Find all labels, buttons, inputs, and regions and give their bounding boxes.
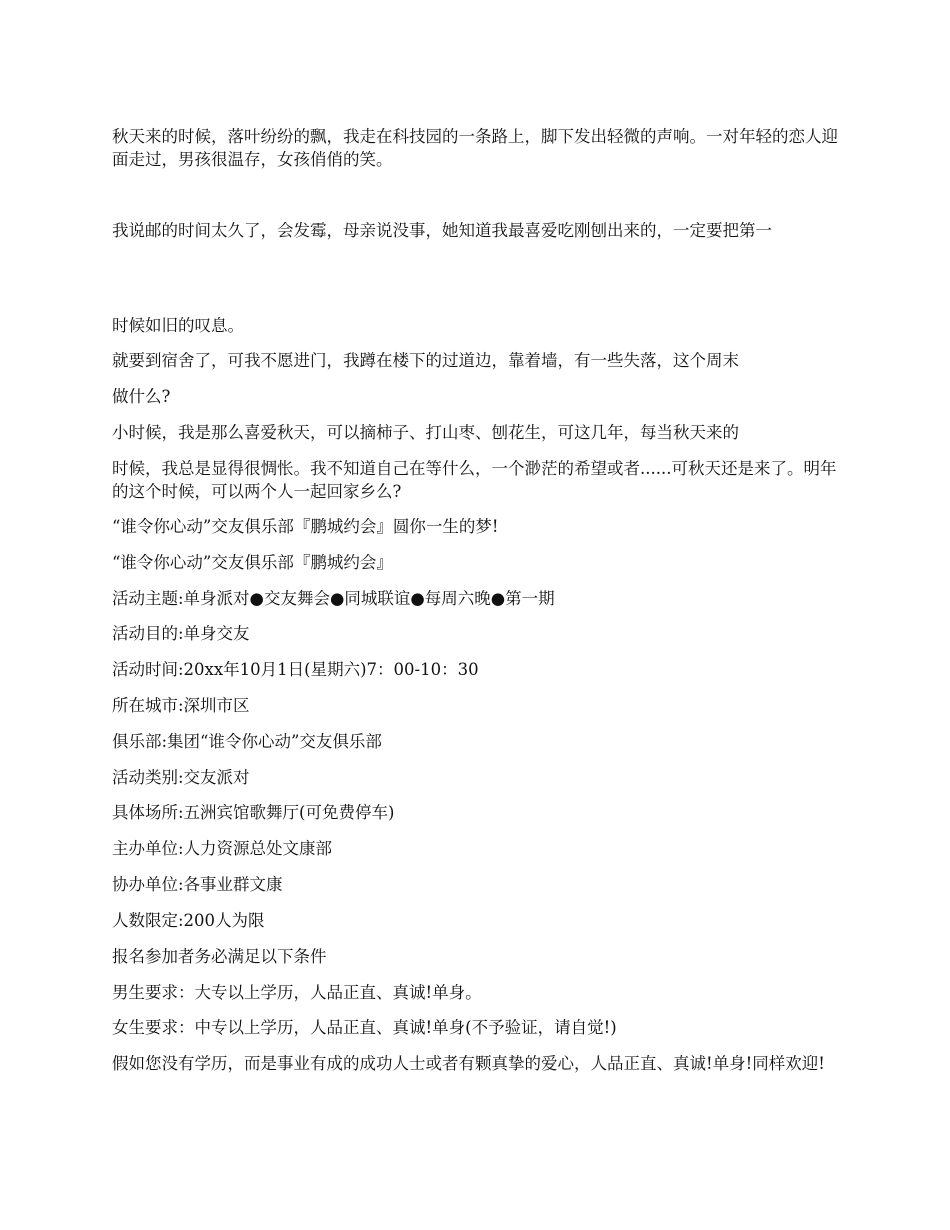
club-name: “谁令你心动”交友俱乐部『鹏城约会』 xyxy=(112,553,393,572)
paragraph-mother-mail: 我说邮的时间太久了，会发霉，母亲说没事，她知道我最喜爱吃刚刨出来的，一定要把第一 xyxy=(112,221,772,240)
paragraph-melancholy: 时候，我总是显得很惆怅。我不知道自己在等什么，一个渺茫的希望或者......可秋天还是来了。明年的这个时候，可以两个人一起回家乡么? xyxy=(112,459,837,501)
event-host: 主办单位:人力资源总处文康部 xyxy=(112,839,333,858)
special-welcome: 假如您没有学历，而是事业有成的成功人士或者有颗真挚的爱心，人品正直、真诚!单身!同样欢迎! xyxy=(112,1054,825,1073)
paragraph-autumn-walk: 秋天来的时候，落叶纷纷的飘，我走在科技园的一条路上，脚下发出轻微的声响。一对年轻的恋人迎面走过，男孩很温存，女孩俏俏的笑。 xyxy=(112,127,838,169)
female-requirements: 女生要求：中专以上学历，人品正直、真诚!单身(不予验证，请自觉!) xyxy=(112,1018,617,1037)
paragraph-weekend-question: 做什么? xyxy=(112,387,171,406)
paragraph-dorm: 就要到宿舍了，可我不愿进门，我蹲在楼下的过道边，靠着墙，有一些失落，这个周末 xyxy=(112,351,739,370)
event-purpose: 活动目的:单身交友 xyxy=(112,624,250,643)
event-capacity: 人数限定:200人为限 xyxy=(112,911,265,930)
requirements-heading: 报名参加者务必满足以下条件 xyxy=(112,947,327,966)
male-requirements: 男生要求：大专以上学历，人品正直、真诚!单身。 xyxy=(112,983,482,1002)
event-co-host: 协办单位:各事业群文康 xyxy=(112,875,283,894)
event-time: 活动时间:20xx年10月1日(星期六)7：00-10：30 xyxy=(112,660,479,679)
paragraph-sigh: 时候如旧的叹息。 xyxy=(112,316,244,335)
paragraph-childhood: 小时候，我是那么喜爱秋天，可以摘柿子、打山枣、刨花生，可这几年，每当秋天来的 xyxy=(112,423,739,442)
event-club: 俱乐部:集团“谁令你心动”交友俱乐部 xyxy=(112,732,382,751)
event-theme: 活动主题:单身派对●交友舞会●同城联谊●每周六晚●第一期 xyxy=(112,589,555,608)
event-venue: 具体场所:五洲宾馆歌舞厅(可免费停车) xyxy=(112,803,395,822)
event-city: 所在城市:深圳市区 xyxy=(112,696,250,715)
event-category: 活动类别:交友派对 xyxy=(112,768,250,787)
club-slogan: “谁令你心动”交友俱乐部『鹏城约会』圆你一生的梦! xyxy=(112,517,499,536)
